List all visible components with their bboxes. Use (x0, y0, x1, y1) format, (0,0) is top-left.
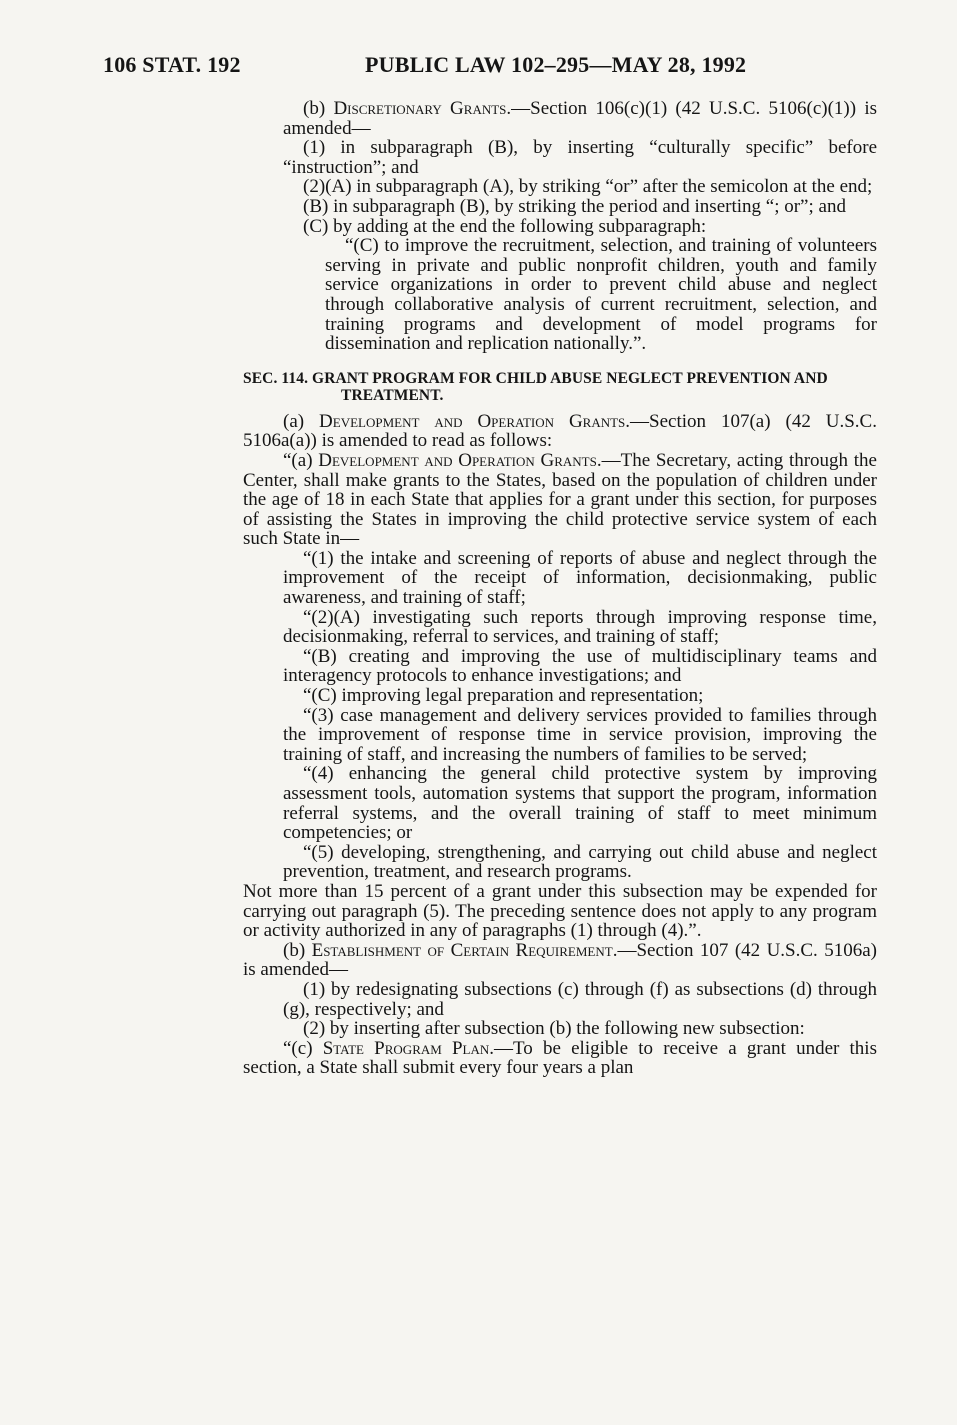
subsection-heading: Establishment of Certain Requirement. (311, 939, 618, 961)
list-item-inserting: (2) by inserting after subsection (b) the following new subsection: (303, 1018, 805, 1040)
subsection-heading: State Program Plan. (322, 1037, 495, 1059)
list-item-5: “(5) developing, strengthening, and carrying out child abuse and neglect prevention, treatment, and research programs. (283, 841, 877, 883)
paragraph-1-culturally-specific: (1) in subparagraph (B), by inserting “culturally specific” before “instruction”; and (283, 137, 877, 178)
subsection-heading: Discretionary Grants. (333, 98, 512, 119)
paragraph-a-development-grants: (a) Development and Operation Grants.—Section 107(a) (42 U.S.C. 5106a(a)) is amended to read as follows: (243, 410, 877, 452)
quoted-subsection-c-state-plan: “(c) State Program Plan.—To be eligible to receive a grant under this section, a State shall submit every four years a plan (243, 1037, 877, 1079)
page-number-header: 106 STAT. 192 (103, 52, 241, 77)
paragraph-c-adding-subparagraph: (C) by adding at the end the following subparagraph: (303, 215, 707, 237)
subsection-heading: Development and Operation Grants. (319, 410, 631, 432)
running-title-header: PUBLIC LAW 102–295—MAY 28, 1992 (365, 52, 747, 77)
paragraph-b-certain-requirement: (b) Establishment of Certain Requirement.—Section 107 (42 U.S.C. 5106a) is amended— (243, 939, 877, 981)
paragraph-b-striking-period: (B) in subparagraph (B), by striking the period and inserting “; or”; and (303, 195, 846, 217)
list-item-3: “(3) case management and delivery services provided to families through the improvement of response time in service provision, improving the training of staff, and increasing the numbers of families to be served; (283, 704, 877, 765)
list-item-2b: “(B) creating and improving the use of multidisciplinary teams and interagency protocols to enhance investigations; and (283, 645, 877, 687)
subsection-heading: Development and Operation Grants. (318, 449, 602, 471)
quoted-subparagraph-c: “(C) to improve the recruitment, selection, and training of volunteers serving in private and public nonprofit children, youth and family service organizations in order to prevent child abuse and neglect through collaborative analysis of current recruitment, selection, and training programs and development of model programs for dissemination and replication nationally.”. (325, 235, 877, 355)
list-item-1: “(1) the intake and screening of reports of abuse and neglect through the improvement of the receipt of information, decisionmaking, public awareness, and training of staff; (283, 547, 877, 609)
list-item-2c: “(C) improving legal preparation and representation; (303, 685, 704, 707)
section-114-heading: SEC. 114. GRANT PROGRAM FOR CHILD ABUSE NEGLECT PREVENTION AND TREATMENT. (243, 369, 828, 404)
quoted-subsection-a: “(a) Development and Operation Grants.—The Secretary, acting through the Center, shall make grants to the States, based on the population of children under the age of 18 in each State that applies for a grant under this section, for purposes of assisting the States in improving the child protective service system of each such State in— (243, 449, 877, 550)
document-body (243, 99, 877, 1078)
paragraph-percent-limit: Not more than 15 percent of a grant under this subsection may be expended for carrying out paragraph (5). The preceding sentence does not apply to any program or activity authorized in any of paragraphs (1) through (4).”. (243, 880, 877, 942)
paragraph-2a-striking-or: (2)(A) in subparagraph (A), by striking “or” after the semicolon at the end; (303, 176, 873, 198)
list-item-2a: “(2)(A) investigating such reports through improving response time, decisionmaking, referral to services, and training of staff; (283, 606, 877, 648)
paragraph-b-discretionary-grants: (b) Discretionary Grants.—Section 106(c)(1) (42 U.S.C. 5106(c)(1)) is amended— (283, 98, 878, 139)
list-item-redesignating: (1) by redesignating subsections (c) through (f) as subsections (d) through (g), respectively; and (283, 978, 877, 1020)
list-item-4: “(4) enhancing the general child protective system by improving assessment tools, automation systems that support the program, information referral systems, and the overall training of staff to meet minimum competencies; or (283, 763, 877, 844)
